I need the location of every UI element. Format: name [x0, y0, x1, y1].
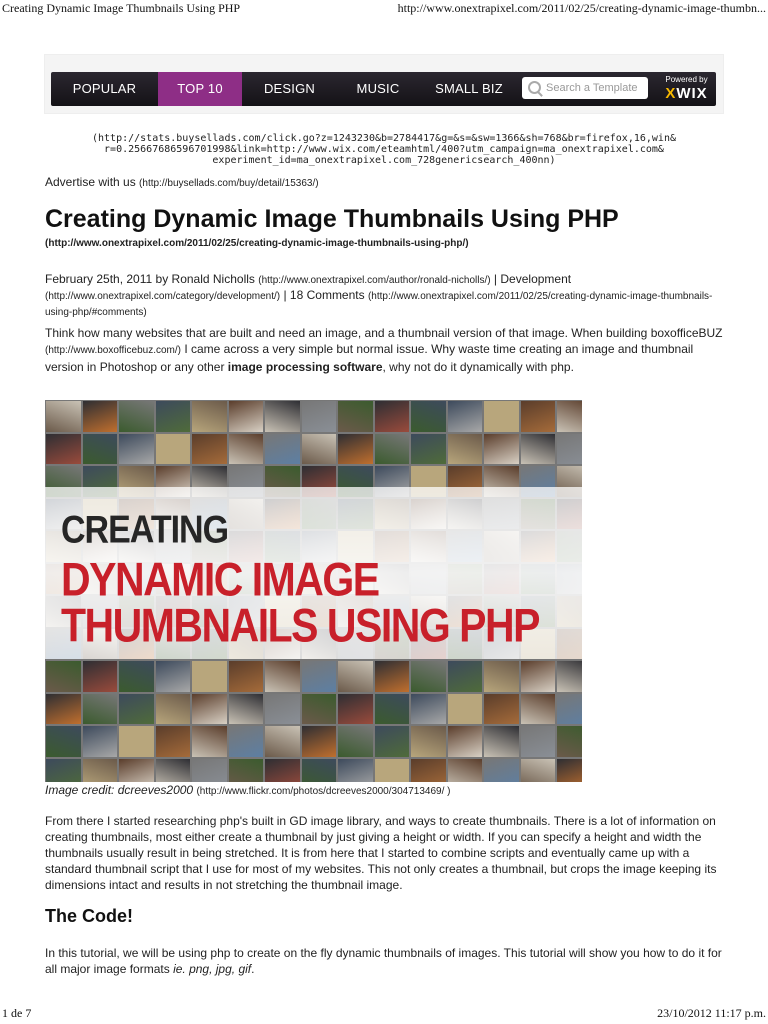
search-placeholder: Search a Template [546, 82, 638, 94]
mosaic-tile [484, 726, 519, 757]
article-title[interactable]: Creating Dynamic Image Thumbnails Using PHP [45, 205, 619, 233]
print-footer [0, 1004, 768, 1024]
mosaic-tile [484, 401, 519, 432]
mosaic-tile [156, 434, 191, 465]
mosaic-tile [411, 434, 446, 465]
mosaic-tile [46, 694, 81, 725]
page-number: 1 de 7 [2, 1006, 32, 1020]
mosaic-tile [557, 401, 582, 432]
advertise-link[interactable]: Advertise with us [45, 175, 136, 189]
mosaic-tile [484, 759, 519, 783]
mosaic-tile [156, 759, 191, 783]
hero-line-2: DYNAMIC IMAGE [61, 553, 379, 606]
mosaic-tile [338, 661, 373, 692]
intro-paragraph [45, 325, 725, 375]
wix-logo[interactable] [659, 75, 714, 103]
mosaic-tile [192, 726, 227, 757]
mosaic-tile [302, 759, 337, 783]
mosaic-tile [521, 401, 556, 432]
mosaic-tile [557, 661, 582, 692]
mosaic-tile [375, 401, 410, 432]
mosaic-tile [411, 694, 446, 725]
mosaic-tile [411, 401, 446, 432]
mosaic-tile [521, 759, 556, 783]
template-search-input[interactable] [522, 77, 648, 99]
mosaic-tile [448, 759, 483, 783]
mosaic-tile [192, 401, 227, 432]
intro-text: I came across a very simple but normal issue. Why waste time creating an image and thumbnail version in Photoshop or any other [45, 342, 694, 374]
mosaic-tile [192, 661, 227, 692]
section-heading: The Code! [45, 906, 133, 926]
mosaic-tile [265, 726, 300, 757]
powered-by-label: Powered by [665, 75, 708, 84]
hero-image [45, 400, 582, 782]
mosaic-tile [411, 726, 446, 757]
intro-text: Think how many websites that are built and need an image, and a thumbnail version of that image. When building boxofficeBUZ [45, 326, 723, 340]
mosaic-tile [557, 694, 582, 725]
mosaic-tile [521, 661, 556, 692]
mosaic-tile [83, 694, 118, 725]
mosaic-tile [338, 759, 373, 783]
intro-text: , why not do it dynamically with php. [382, 360, 574, 374]
mosaic-tile [448, 434, 483, 465]
mosaic-tile [46, 759, 81, 783]
search-icon [528, 81, 541, 94]
body-text: . [251, 962, 255, 976]
wix-logo-text: WIX [676, 85, 708, 102]
mosaic-tile [557, 434, 582, 465]
mosaic-tile [119, 661, 154, 692]
meta-separator: | [493, 272, 498, 286]
ad-banner[interactable] [44, 54, 724, 114]
mosaic-tile [192, 759, 227, 783]
mosaic-tile [448, 694, 483, 725]
mosaic-tile [521, 434, 556, 465]
mosaic-tile [119, 434, 154, 465]
meta-category-url: (http://www.onextrapixel.com/category/development/) [45, 291, 281, 302]
meta-author-url: (http://www.onextrapixel.com/author/ronald-nicholls/) [258, 275, 491, 286]
hero-line-1: CREATING [61, 508, 229, 552]
mosaic-tile [46, 661, 81, 692]
image-credit-label[interactable]: Image credit: dcreeves2000 [45, 783, 194, 797]
mosaic-tile [156, 694, 191, 725]
mosaic-tile [83, 759, 118, 783]
nav-item-popular[interactable]: POPULAR [72, 81, 137, 96]
mosaic-tile [484, 661, 519, 692]
mosaic-tile [411, 759, 446, 783]
mosaic-tile [83, 434, 118, 465]
body-paragraph: From there I started researching php's built in GD image library, and ways to create thumbnails. There is a lot of information on creating thumbnails, most either create a thumbnail by just giving a height or width. If you can specify a height and width the thumbnails usually result in being stretched. It is from here that I started to combine scripts and eventually came up with a standard thumbnail script that I use for most of my websites. This not only creates a thumbnail, but crops the image keeping its dimensions intact and results in not stretching the thumbnail image. [45, 814, 717, 892]
ad-navbar [51, 72, 716, 106]
mosaic-tile [46, 434, 81, 465]
boxofficebuz-url[interactable]: (http://www.boxofficebuz.com/) [45, 345, 181, 356]
meta-separator: | [283, 288, 287, 302]
mosaic-tile [119, 401, 154, 432]
mosaic-tile [83, 401, 118, 432]
print-header-url: http://www.onextrapixel.com/2011/02/25/creating-dynamic-image-thumbn... [397, 1, 766, 15]
mosaic-tile [265, 434, 300, 465]
mosaic-tile [375, 434, 410, 465]
mosaic-tile [302, 661, 337, 692]
mosaic-tile [83, 661, 118, 692]
mosaic-tile [265, 694, 300, 725]
mosaic-tile [448, 661, 483, 692]
advertise-url: (http://buysellads.com/buy/detail/15363/) [139, 178, 319, 189]
mosaic-tile [83, 726, 118, 757]
mosaic-tile [192, 694, 227, 725]
mosaic-tile [557, 759, 582, 783]
mosaic-tile [229, 694, 264, 725]
mosaic-tile [229, 661, 264, 692]
article-title-url: (http://www.onextrapixel.com/2011/02/25/creating-dynamic-image-thumbnails-using-php/) [45, 238, 469, 249]
mosaic-tile [411, 661, 446, 692]
mosaic-tile [338, 694, 373, 725]
mosaic-tile [46, 726, 81, 757]
image-formats: ie. png, jpg, gif [173, 962, 252, 976]
ad-click-url[interactable]: (http://stats.buysellads.com/click.go?z=1243230&b=2784417&g=&s=&sw=1366&sh=768&br=firefox,16,win& r=0.25667686596701998&link=http://www.wix.com/eteamhtml/400?utm_campaign=ma_onextrapixel.com& experiment_id=ma_onextrapixel.com_728genericsearch_400nn) [92, 133, 676, 166]
mosaic-tile [156, 661, 191, 692]
meta-category-link[interactable]: Development [500, 272, 572, 286]
mosaic-tile [229, 759, 264, 783]
meta-date-author: February 25th, 2011 by Ronald Nicholls [45, 272, 255, 286]
mosaic-tile [265, 661, 300, 692]
mosaic-tile [338, 726, 373, 757]
mosaic-tile [229, 401, 264, 432]
print-header [0, 0, 768, 16]
mosaic-tile [375, 694, 410, 725]
mosaic-tile [338, 401, 373, 432]
nav-item-design[interactable]: DESIGN [263, 81, 316, 96]
mosaic-tile [302, 434, 337, 465]
mosaic-tile [192, 434, 227, 465]
mosaic-tile [229, 726, 264, 757]
image-credit [45, 783, 450, 797]
meta-comments-link[interactable]: 18 Comments [289, 288, 365, 302]
mosaic-tile [375, 661, 410, 692]
body-paragraph [45, 945, 725, 977]
mosaic-tile [448, 726, 483, 757]
body-text: In this tutorial, we will be using php to create on the fly dynamic thumbnails of images. This tutorial will show you how to do it for all major image formats [45, 946, 722, 976]
mosaic-tile [302, 401, 337, 432]
mosaic-tile [46, 401, 81, 432]
mosaic-tile [156, 726, 191, 757]
mosaic-tile [302, 726, 337, 757]
mosaic-tile [375, 759, 410, 783]
article-meta [45, 272, 725, 320]
intro-bold-link[interactable]: image processing software [227, 360, 383, 374]
hero-line-3: THUMBNAILS USING PHP [61, 599, 539, 652]
print-datetime: 23/10/2012 11:17 p.m. [657, 1006, 766, 1020]
nav-item-small-biz[interactable]: SMALL BIZ [435, 81, 503, 96]
mosaic-tile [119, 726, 154, 757]
mosaic-tile [302, 694, 337, 725]
mosaic-tile [119, 759, 154, 783]
mosaic-tile [119, 694, 154, 725]
mosaic-tile [557, 726, 582, 757]
mosaic-tile [338, 434, 373, 465]
advertise-line [45, 175, 319, 189]
meta-comments-url: (http://www.onextrapixel.com/2011/02/25/creating-dynamic-image-thumbnails-using-php/#comments) [45, 291, 713, 318]
mosaic-tile [484, 694, 519, 725]
mosaic-tile [484, 434, 519, 465]
nav-item-music[interactable]: MUSIC [356, 81, 400, 96]
nav-item-top10[interactable]: TOP 10 [158, 72, 242, 106]
mosaic-tile [448, 401, 483, 432]
image-credit-url: (http://www.flickr.com/photos/dcreeves2000/304713469/ ) [196, 786, 451, 797]
mosaic-tile [265, 401, 300, 432]
print-header-title: Creating Dynamic Image Thumbnails Using PHP [2, 1, 241, 15]
mosaic-tile [521, 694, 556, 725]
wix-logo-x: X [665, 85, 677, 102]
mosaic-tile [265, 759, 300, 783]
mosaic-tile [156, 401, 191, 432]
mosaic-tile [521, 726, 556, 757]
mosaic-tile [229, 434, 264, 465]
mosaic-tile [375, 726, 410, 757]
